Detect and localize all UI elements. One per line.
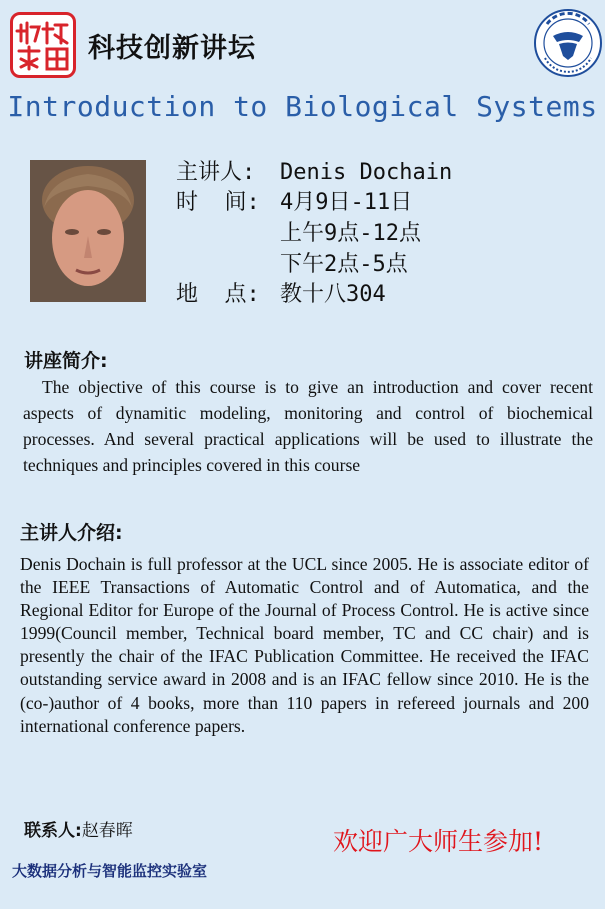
contact: [24, 816, 133, 841]
bio-heading: 主讲人介绍:: [20, 522, 123, 544]
speaker-label: 主讲人:: [176, 160, 256, 185]
time-date: 4月9日-11日: [280, 190, 413, 215]
time-row: [176, 188, 412, 218]
seal-logo: [10, 12, 76, 78]
speaker-name: Denis Dochain: [280, 160, 453, 185]
contact-label: 联系人:: [24, 821, 82, 841]
contact-name: 赵春晖: [81, 821, 133, 841]
seal-logo-icon: [13, 15, 73, 75]
forum-title: 科技创新讲坛: [88, 33, 256, 64]
speaker-row: [176, 158, 452, 188]
time-afternoon: 下午2点-5点: [280, 252, 408, 277]
university-logo: [533, 8, 603, 78]
time-morning: 上午9点-12点: [280, 221, 421, 246]
intro-heading: 讲座简介:: [24, 350, 108, 372]
time-label: 时 间:: [176, 190, 260, 215]
speaker-photo-icon: [30, 160, 146, 302]
speaker-photo: [30, 160, 146, 302]
place-value: 教十八304: [280, 282, 386, 307]
lab-name: 大数据分析与智能监控实验室: [12, 862, 208, 880]
bio-text: Denis Dochain is full professor at the UCL since 2005. He is associate editor of the IEEE Transactions of Automatic Control and of Automatica, and the Regional Editor for Europe of the Journal of Process Control. He is active since 1999(Council member, Technical board member, TC and CC chair) and is presently the chair of the IFAC Publication Committee. He received the IFAC outstanding service award in 2008 and is an IFAC fellow since 2010. He is the (co-)author of 4 books, more than 110 papers in refereed journals and 200 international conference papers.: [20, 554, 589, 736]
welcome-text: 欢迎广大师生参加!: [333, 827, 544, 856]
intro-text: The objective of this course is to give an introduction and cover recent aspects of dynamitic modeling, monitoring and control of biochemical processes. And several practical applications will be used to illustrate the techniques and principles covered in this course: [23, 377, 593, 475]
university-logo-icon: [533, 8, 603, 78]
course-title: Introduction to Biological Systems: [7, 90, 598, 123]
place-label: 地 点:: [176, 282, 260, 307]
place-row: [176, 280, 386, 310]
